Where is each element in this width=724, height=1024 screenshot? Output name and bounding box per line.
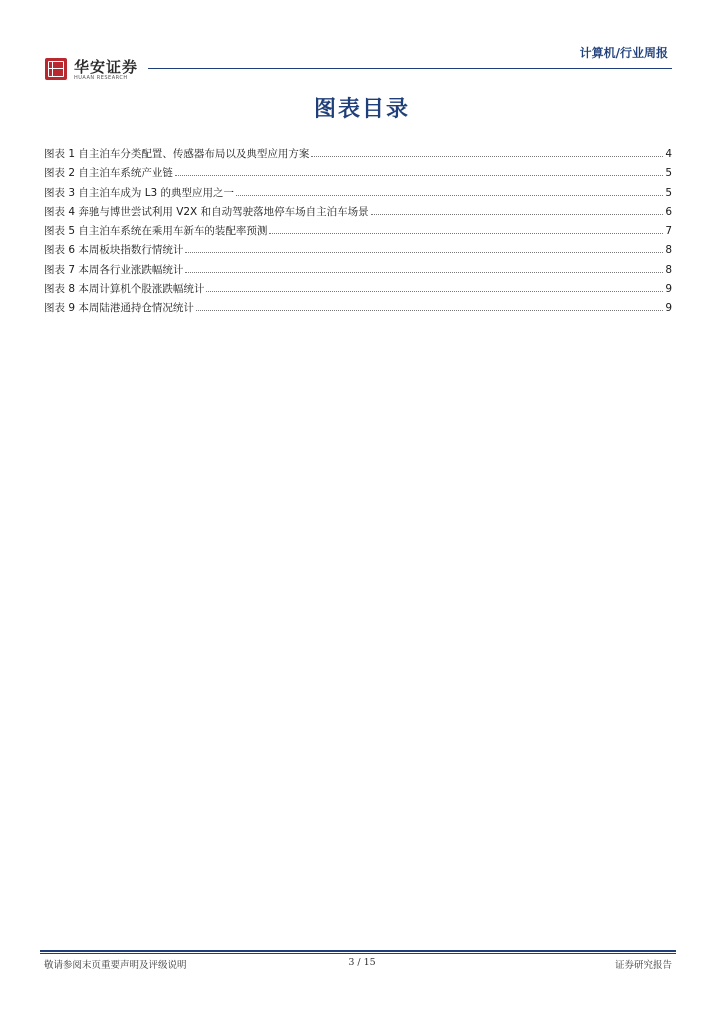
toc-item-label: 图表 2 自主泊车系统产业链 xyxy=(44,167,173,180)
toc-item[interactable] xyxy=(44,262,672,281)
footer-disclaimer: 敬请参阅末页重要声明及评级说明 xyxy=(44,960,187,971)
toc-item-page: 9 xyxy=(665,302,672,315)
toc-leader-dots xyxy=(236,195,663,196)
toc-item-label: 图表 6 本周板块指数行情统计 xyxy=(44,244,184,257)
toc-leader-dots xyxy=(185,272,663,273)
toc-leader-dots xyxy=(371,214,664,215)
toc-item[interactable] xyxy=(44,223,672,242)
toc-item-label: 图表 1 自主泊车分类配置、传感器布局以及典型应用方案 xyxy=(44,148,310,160)
header-divider xyxy=(148,68,672,69)
huaan-logo-icon xyxy=(45,58,67,80)
toc-item-page: 5 xyxy=(665,186,672,199)
toc-leader-dots xyxy=(311,156,663,157)
page-indicator: 3 / 15 xyxy=(348,957,376,968)
toc-item-label: 图表 3 自主泊车成为 L3 的典型应用之一 xyxy=(44,186,235,199)
toc-leader-dots xyxy=(206,291,663,292)
toc-item[interactable] xyxy=(44,146,672,165)
toc-item-page: 8 xyxy=(665,263,672,276)
toc-item-page: 9 xyxy=(665,283,672,296)
toc-title: 图表目录 xyxy=(313,97,410,122)
toc-item-label: 图表 9 本周陆港通持仓情况统计 xyxy=(44,302,194,315)
report-category: 计算机/行业周报 xyxy=(579,46,668,60)
toc-leader-dots xyxy=(175,175,663,176)
toc-leader-dots xyxy=(185,252,663,253)
toc-item-label: 图表 5 自主泊车系统在乘用车新车的装配率预测 xyxy=(44,225,268,238)
toc-list xyxy=(44,146,672,320)
footer-divider xyxy=(40,950,676,952)
toc-item[interactable] xyxy=(44,300,672,319)
toc-item[interactable] xyxy=(44,281,672,300)
toc-item-page: 6 xyxy=(665,205,672,218)
logo-chinese-name: 华安证券 xyxy=(74,58,139,76)
toc-item-page: 5 xyxy=(665,167,672,180)
toc-item-page: 4 xyxy=(665,148,672,160)
toc-leader-dots xyxy=(196,310,663,311)
toc-item-label: 图表 8 本周计算机个股涨跌幅统计 xyxy=(44,283,205,296)
toc-item[interactable] xyxy=(44,165,672,184)
toc-item-label: 图表 4 奔驰与博世尝试利用 V2X 和自动驾驶落地停车场自主泊车场景 xyxy=(44,205,369,218)
footer-divider-thin xyxy=(40,953,676,954)
toc-leader-dots xyxy=(269,233,663,234)
logo-english-name: HUAAN RESEARCH xyxy=(74,75,128,81)
toc-item[interactable] xyxy=(44,185,672,204)
toc-item-page: 7 xyxy=(665,225,672,238)
toc-item-page: 8 xyxy=(665,244,672,257)
toc-item[interactable] xyxy=(44,204,672,223)
toc-item[interactable] xyxy=(44,242,672,261)
toc-item-label: 图表 7 本周各行业涨跌幅统计 xyxy=(44,263,184,276)
footer-doc-type: 证券研究报告 xyxy=(614,960,672,971)
page-header xyxy=(40,38,676,82)
